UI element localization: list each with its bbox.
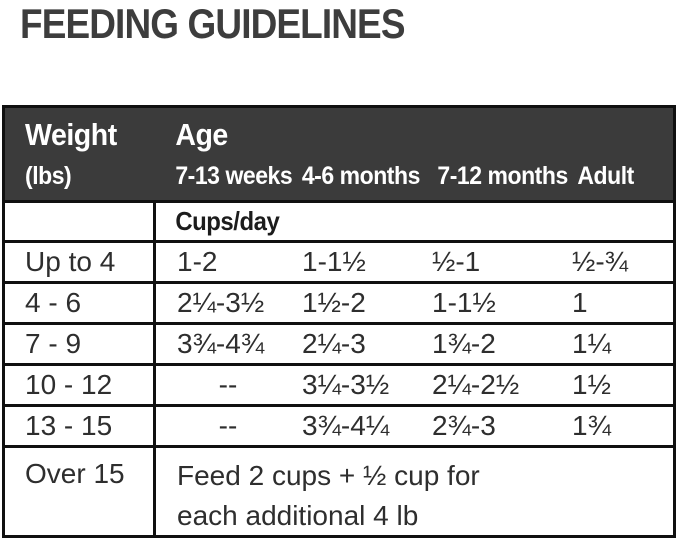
value-cell: 1½ [572,369,611,400]
value-cell: ½-1 [432,246,481,277]
weight-cell: 13 - 15 [25,410,113,441]
value-cell: 2¼-3 [302,328,366,359]
footer-note-line2: each additional 4 lb [177,500,419,531]
weight-cell: Up to 4 [25,246,116,277]
weight-column-header [5,108,156,200]
table-row [5,240,673,281]
units-label: Cups/day [175,206,280,236]
value-cell: 1-1½ [302,246,366,277]
table-header-row [5,108,673,200]
table-row [5,363,673,404]
value-cell: -- [218,369,238,400]
table-row [5,281,673,322]
table-row [5,404,673,445]
value-cell: 2¾-3 [432,410,496,441]
table-row [5,322,673,363]
feeding-guidelines-table [2,105,676,538]
age-col-header-adult: Adult [577,162,634,190]
value-cell: 3¾-4¾ [177,328,265,359]
value-cell: 1½-2 [302,287,366,318]
weight-cell: 7 - 9 [25,328,82,359]
age-subheader-row [156,162,673,191]
value-cell: ½-¾ [572,246,629,277]
age-col-header-4-6-months: 4-6 months [301,162,420,190]
age-column-header-group [156,108,673,200]
value-cell: 2¼-2½ [432,369,520,400]
value-cell: 1¼ [572,328,611,359]
value-cell: 1¾-2 [432,328,496,359]
page-title: FEEDING GUIDELINES [20,0,405,47]
value-cell: 1-2 [177,246,218,277]
footer-note-line1: Feed 2 cups + ½ cup for [177,460,480,491]
weight-unit-label: (lbs) [25,162,72,190]
value-cell: 1¾ [572,410,611,441]
units-row-empty-cell [5,203,156,240]
value-cell: 1-1½ [432,287,496,318]
weight-cell: Over 15 [25,458,125,489]
age-header-label: Age [175,117,228,152]
weight-header-label: Weight [25,117,117,152]
age-col-header-7-13-weeks: 7-13 weeks [175,162,293,190]
weight-cell: 10 - 12 [25,369,113,400]
footer-row [5,445,673,535]
age-col-header-7-12-months: 7-12 months [437,162,568,190]
value-cell: -- [218,410,238,441]
value-cell: 3¾-4¼ [302,410,390,441]
value-cell: 1 [572,287,588,318]
footer-note [156,448,673,535]
value-cell: 2¼-3½ [177,287,265,318]
units-row [5,200,673,240]
value-cell: 3¼-3½ [302,369,390,400]
weight-cell: 4 - 6 [25,287,82,318]
